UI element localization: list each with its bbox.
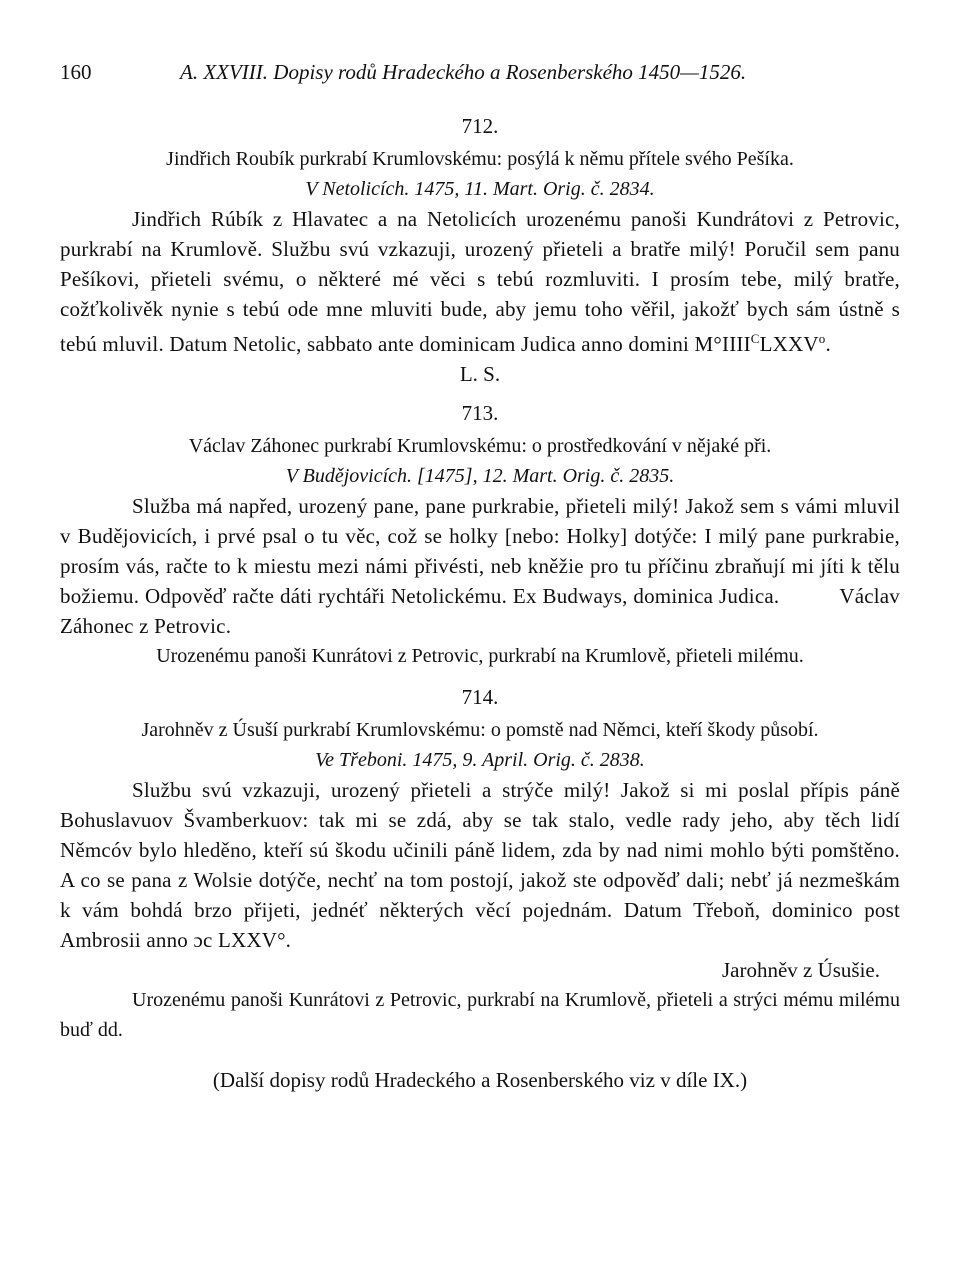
document-page bbox=[60, 60, 900, 1095]
letter-signature: Václav Záhonec z Petrovic. bbox=[60, 584, 900, 638]
letter-body: Službu svú vzkazuji, urozený přieteli a strýče milý! Jakož si mi poslal přípis páně Bohuslavuov Švamberkuov: tak mi se zdá, aby se tak stalo, vedle rady jeho, aby těch lidí Němcóv bylo hleděno, kteří sú škodu učinili páně lidem, zda by nad nimi mohlo býti pomštěno. A co se pana z Wolsie dotýče, nechť na tom postojí, jakož ste odpověď dali; nebť já nezmeškám k vám bohdá brzo přijeti, jednéť některých věcí pojednám. Datum Třeboň, dominico post Ambrosii anno ɔc LXXV°. bbox=[60, 778, 900, 952]
superscript: o bbox=[818, 331, 826, 346]
letter-number: 714. bbox=[461, 685, 499, 709]
running-title: A. XXVIII. Dopisy rodů Hradeckého a Rosenberského 1450—1526. bbox=[180, 60, 747, 84]
letter-body-text: LXXV bbox=[759, 332, 819, 356]
letter-714 bbox=[60, 685, 900, 1045]
letter-body-text: . bbox=[825, 332, 831, 356]
letter-source: V Budějovicích. [1475], 12. Mart. Orig. č. 2835. bbox=[285, 465, 675, 487]
letter-address: Urozenému panoši Kunrátovi z Petrovic, purkrabí na Krumlově, přieteli a strýci mému milému buď dd. bbox=[60, 989, 900, 1041]
letter-number: 712. bbox=[461, 114, 499, 138]
letter-713 bbox=[60, 401, 900, 671]
letter-712 bbox=[60, 114, 900, 389]
letter-signature: Jarohněv z Úsušie. bbox=[721, 958, 880, 982]
letter-body-text: Služba má napřed, urozený pane, pane purkrabie, přieteli milý! Jakož sem s vámi mluvil v Budějovicích, i prvé psal o tu věc, což se holky [nebo: Holky] dotýče: I milý pane purkrabie, prosím vás, račte to k miestu mezi námi přivésti, neb kněžie pro tu příčinu zbraňují mi jíti k tělu božiemu. Odpověď račte dáti rychtáři Netolickému. Ex Budways, dominica Judica. bbox=[60, 494, 900, 608]
letter-body bbox=[60, 204, 900, 359]
letter-regest: Jindřich Roubík purkrabí Krumlovskému: posýlá k němu přítele svého Pešíka. bbox=[166, 148, 794, 170]
letter-number: 713. bbox=[461, 401, 499, 425]
letter-regest: Jarohněv z Úsuší purkrabí Krumlovskému: o pomstě nad Němci, kteří škody působí. bbox=[141, 719, 819, 741]
page-number: 160 bbox=[60, 60, 92, 84]
running-header bbox=[60, 60, 900, 94]
letter-regest: Václav Záhonec purkrabí Krumlovskému: o prostředkování v nějaké při. bbox=[188, 435, 772, 457]
letter-address: Urozenému panoši Kunrátovi z Petrovic, purkrabí na Krumlově, přieteli milému. bbox=[156, 645, 804, 667]
seal-mark: L. S. bbox=[459, 362, 501, 386]
closing-note: (Další dopisy rodů Hradeckého a Rosenberského viz v díle IX.) bbox=[212, 1068, 748, 1092]
letter-source: V Netolicích. 1475, 11. Mart. Orig. č. 2834. bbox=[305, 178, 655, 200]
superscript: C bbox=[750, 331, 760, 346]
letter-source: Ve Třeboni. 1475, 9. April. Orig. č. 2838. bbox=[315, 749, 645, 771]
letter-body-text: Jindřich Rúbík z Hlavatec a na Netolicích urozenému panoši Kundrátovi z Petrovic, purkrabí na Krumlově. Službu svú vzkazuji, urozený přieteli a bratře milý! Poručil sem panu Pešíkovi, přieteli svému, o některé mé věci s tebú rozmluviti. I prosím tebe, milý bratře, cožťkolivěk nynie s tebú ode mne mluviti bude, aby jemu toho věřil, jakožť bych sám ústně s tebú mluvil. Datum Netolic, sabbato ante dominicam Judica anno domini M°IIII bbox=[60, 207, 900, 356]
letter-body bbox=[60, 491, 900, 641]
